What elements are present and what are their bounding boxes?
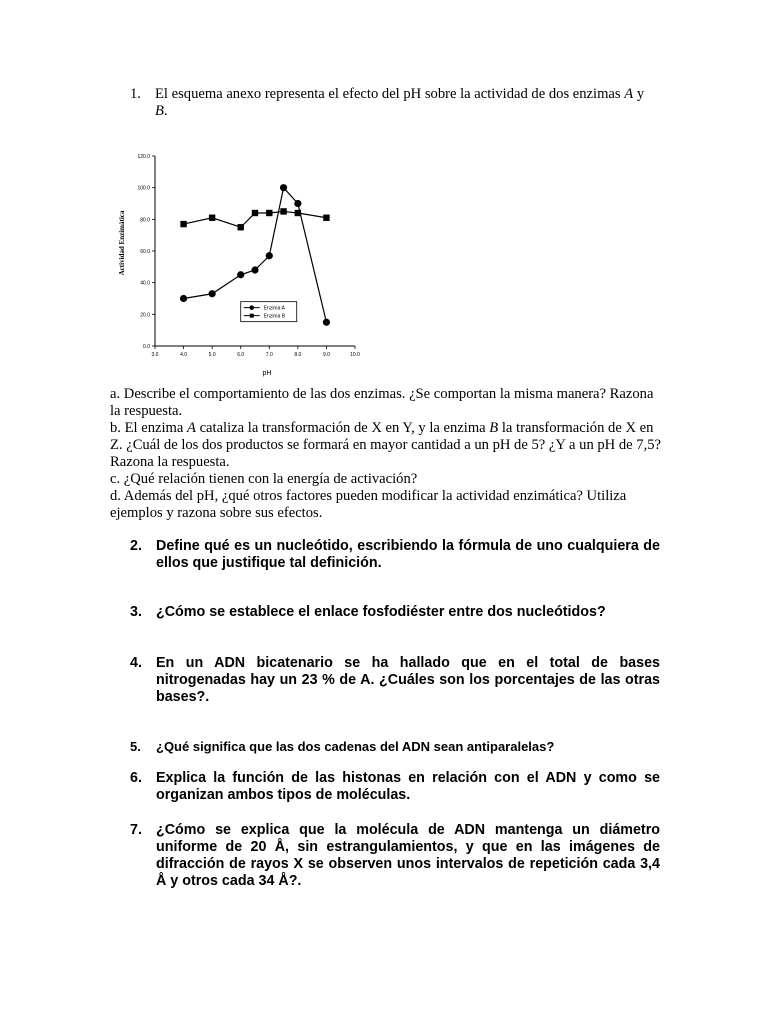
enzyme-b-label: B: [155, 103, 164, 119]
data-point-circle: [323, 319, 330, 326]
question-number: 1.: [130, 86, 141, 102]
x-tick-label: 5.0: [208, 352, 216, 358]
question-6: [130, 770, 660, 804]
part-b-text: b. El enzima: [110, 420, 187, 436]
part-a: a. Describe el comportamiento de las dos enzimas. ¿Se comportan la misma manera? Razona la respuesta.: [110, 386, 654, 419]
data-point-circle: [280, 184, 287, 191]
question-text: Define qué es un nucleótido, escribiendo la fórmula de uno cualquiera de ellos que justifique tal definición.: [156, 538, 660, 571]
data-point-square: [209, 215, 215, 221]
question-4: [130, 655, 660, 706]
data-point-circle: [266, 252, 273, 259]
question-number: 3.: [130, 604, 142, 620]
data-point-square: [323, 215, 329, 221]
legend-label: Enzima A: [263, 305, 285, 312]
question-1: [130, 86, 660, 120]
data-point-circle: [294, 200, 301, 207]
part-b-text: la transformación de X en Z. ¿Cuál de los dos productos se formará en mayor cantidad a un pH de 5? ¿Y a un pH de 7,5? Razona la respuesta.: [110, 420, 662, 470]
question-number: 7.: [130, 822, 142, 838]
question-number: 2.: [130, 538, 142, 554]
ph-activity-chart: [110, 148, 375, 380]
y-tick-label: 20.0: [140, 312, 150, 319]
y-tick-label: 100.0: [137, 185, 150, 192]
y-tick-label: 80.0: [140, 217, 150, 224]
data-point-square: [280, 208, 286, 214]
x-tick-label: 3.0: [151, 352, 159, 358]
part-d: d. Además del pH, ¿qué otros factores pueden modificar la actividad enzimática? Utiliza ejemplos y razona sobre sus efectos.: [110, 488, 627, 521]
part-b-text: cataliza la transformación de X en Y, y la enzima: [195, 420, 490, 436]
y-axis-label: Actividad Enzimática: [118, 210, 126, 276]
question-5: [130, 738, 660, 755]
question-text: Explica la función de las histonas en relación con el ADN y como se organizan ambos tipos de moléculas.: [156, 770, 660, 803]
data-point-square: [238, 224, 244, 230]
data-point-square: [180, 221, 186, 227]
enzyme-b-label: B: [489, 420, 499, 436]
data-point-square: [252, 210, 258, 216]
x-axis-label: pH: [262, 370, 272, 377]
x-tick-label: 7.0: [265, 352, 273, 358]
question-3: [130, 604, 660, 621]
enzyme-a-label: A: [187, 420, 196, 436]
question-text: En un ADN bicatenario se ha hallado que en el total de bases nitrogenadas hay un 23 % de A. ¿Cuáles son los porcentajes de las otras bases?.: [156, 655, 660, 705]
enzyme-a-label: A: [624, 86, 634, 102]
y-tick-label: 40.0: [140, 280, 150, 287]
question-text-part: .: [163, 103, 168, 119]
y-tick-label: 60.0: [140, 249, 150, 255]
part-b: [110, 420, 662, 471]
legend-label: Enzima B: [263, 313, 286, 320]
x-tick-label: 10.0: [350, 352, 360, 358]
x-tick-label: 4.0: [180, 352, 188, 358]
data-point-circle: [251, 266, 258, 273]
x-tick-label: 8.0: [294, 352, 302, 358]
question-text-part: y: [633, 86, 645, 102]
question-number: 6.: [130, 770, 142, 786]
question-2: [130, 538, 660, 572]
data-point-square: [266, 210, 272, 216]
x-tick-label: 9.0: [322, 352, 330, 358]
y-tick-label: 0.0: [143, 344, 150, 350]
question-text-part: El esquema anexo representa el efecto del pH sobre la actividad de dos enzimas: [155, 86, 625, 102]
question-text: ¿Qué significa que las dos cadenas del ADN sean antiparalelas?: [156, 739, 555, 754]
data-point-square: [295, 210, 301, 216]
question-text: [155, 86, 660, 120]
question-text: ¿Cómo se establece el enlace fosfodiéster entre dos nucleótidos?: [156, 604, 606, 620]
data-point-circle: [180, 295, 187, 302]
question-number: 5.: [130, 739, 141, 754]
question-7: [130, 822, 660, 890]
x-tick-label: 6.0: [237, 352, 245, 358]
y-tick-label: 120.0: [137, 154, 150, 160]
data-point-circle: [237, 271, 244, 278]
legend-marker-square: [250, 314, 254, 318]
part-c: c. ¿Qué relación tienen con la energía de activación?: [110, 471, 418, 487]
legend-marker-circle: [249, 305, 254, 310]
data-point-circle: [209, 290, 216, 297]
question-1-parts: [110, 386, 662, 522]
question-number: 4.: [130, 655, 142, 671]
question-text: ¿Cómo se explica que la molécula de ADN mantenga un diámetro uniforme de 20 Å, sin estrangulamientos, y que en las imágenes de difracción de rayos X se observen unos intervalos de repetición cada 3,4 Å y otros cada 34 Å?.: [156, 822, 660, 889]
